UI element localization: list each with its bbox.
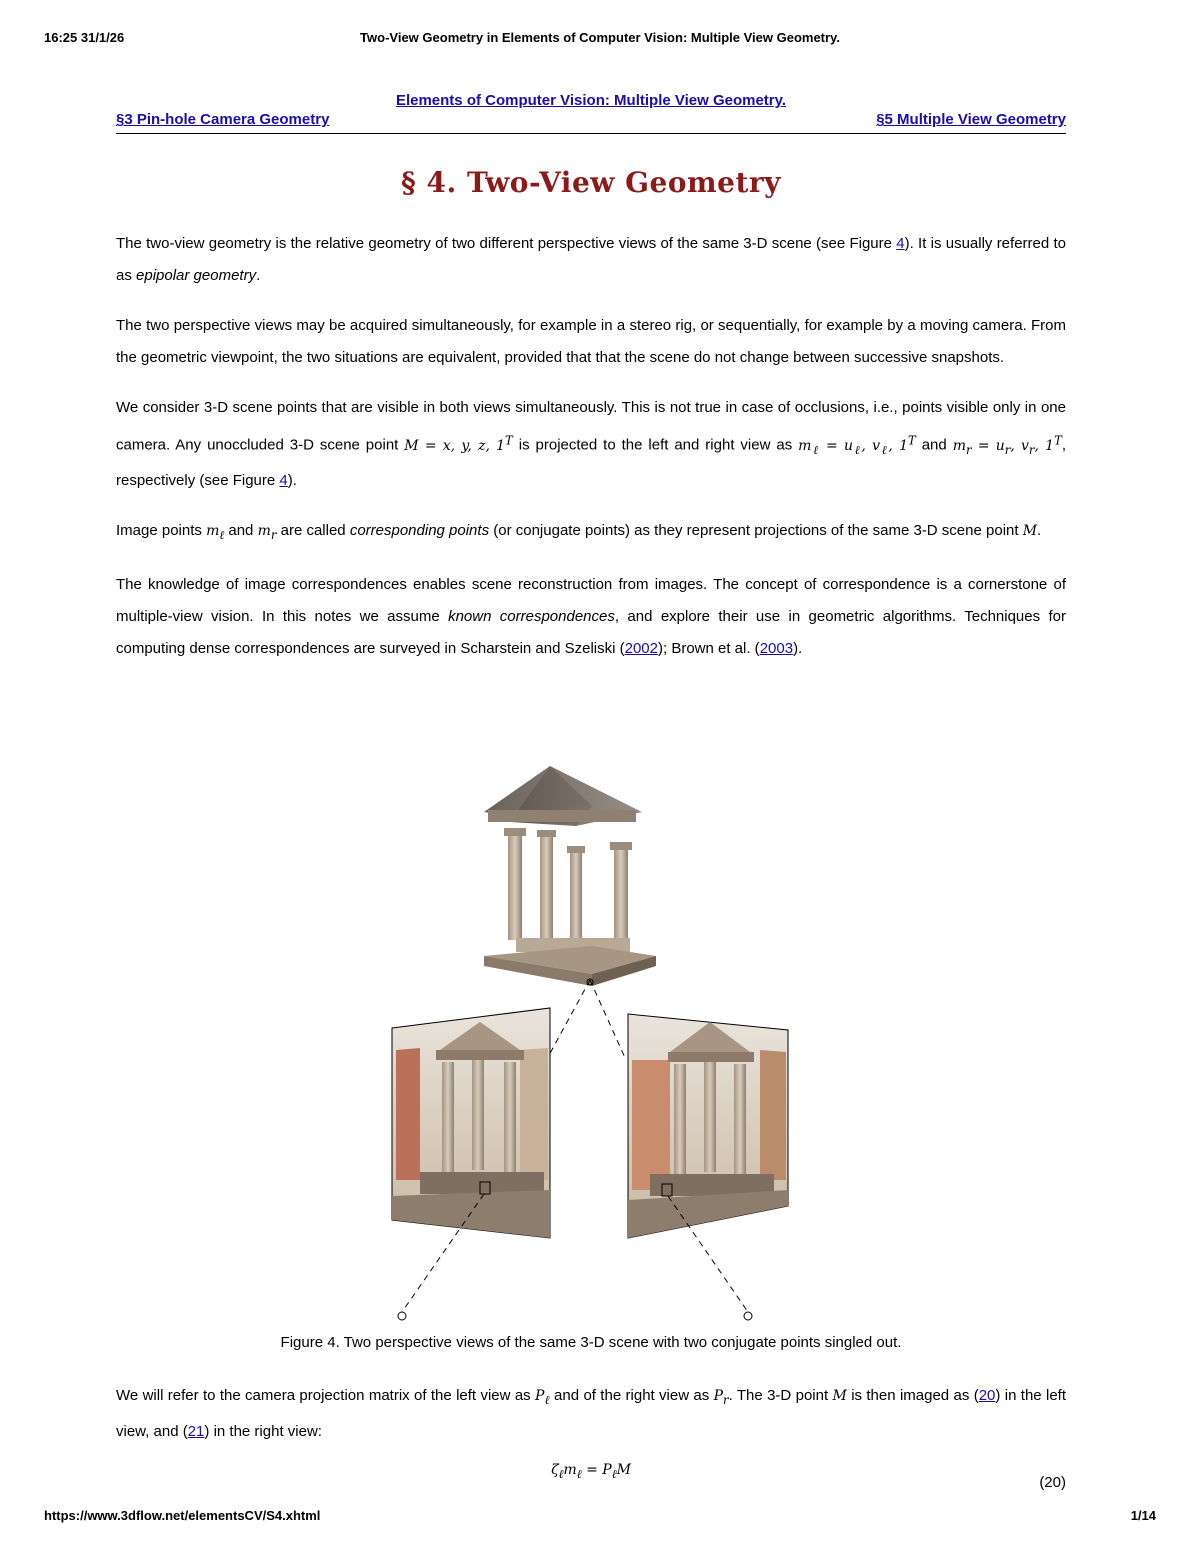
paragraph-5: The knowledge of image correspondences enables scene reconstruction from images. The concept of correspondence is a cornerstone of multiple-view vision. In this notes we assume known correspondences, and explore their use in geometric algorithms. Techniques for computing dense correspondences are surveyed in Scharstein and Szeliski (2002); Brown et al. (2003).: [116, 576, 1066, 658]
math-M: M: [832, 1388, 847, 1404]
figure-4: [380, 760, 800, 1330]
equation-number: (20): [1039, 1474, 1066, 1491]
math-M: M: [1022, 523, 1038, 540]
print-page-number: 1/14: [1130, 1508, 1156, 1523]
math-Pl: $P_\ell$: [535, 1388, 550, 1407]
figure-4-link[interactable]: 4: [279, 472, 288, 490]
contents-link[interactable]: Elements of Computer Vision: Multiple View Geometry.: [395, 92, 787, 109]
citation-2003-link[interactable]: 2003: [759, 640, 794, 658]
paragraph-1: The two-view geometry is the relative geometry of two different perspective views of the same 3-D scene (see Figure 4). It is usually referred to as epipolar geometry.: [116, 235, 1066, 284]
math-M: M = x, y, z, $1^T$: [404, 433, 513, 454]
print-footer: [44, 1508, 1156, 1530]
paragraph-3: We consider 3-D scene points that are visible in both views simultaneously. This is not true in case of occlusions, i.e., points visible only in one camera. Any unoccluded 3-D scene point M = x, y, z, $1^T$ is projected to the left and right view as $m_\ell = u_\ell$, $v_\ell$, $1^T$ and $m_r = u_r$, $v_r$, $1^T$, respectively (see Figure 4).: [116, 399, 1067, 490]
print-timestamp: 16:25 31/1/26: [44, 30, 125, 45]
figure-caption: Figure 4. Two perspective views of the same 3-D scene with two conjugate points singled out.: [280, 1334, 902, 1351]
math-Pr: $P_r$: [713, 1388, 729, 1407]
math-ml: $m_\ell$: [206, 523, 225, 543]
navigation-bar: [116, 92, 1066, 134]
right-camera-centre: [744, 1312, 752, 1320]
prev-section-link[interactable]: §3 Pin-hole Camera Geometry: [116, 111, 330, 128]
next-section-link[interactable]: §5 Multiple View Geometry: [876, 111, 1066, 128]
math-ml: $m_\ell = u_\ell$, $v_\ell$, $1^T$: [798, 433, 916, 457]
nav-row: [116, 111, 1066, 134]
main-content-continued: [116, 1380, 1066, 1448]
print-header: [44, 30, 1156, 52]
paragraph-2: The two perspective views may be acquired simultaneously, for example in a stereo rig, or sequentially, for example by a moving camera. From the geometric viewpoint, the two situations are equivalent, provided that that the scene do not change between successive snapshots.: [116, 317, 1066, 366]
figure-4-illustration: [380, 760, 800, 1330]
3d-model: [484, 766, 656, 986]
left-view-image: [392, 1008, 550, 1238]
right-view-image: [628, 1014, 788, 1238]
print-url: https://www.3dflow.net/elementsCV/S4.xhtml: [44, 1508, 321, 1523]
paragraph-4: Image points $m_\ell$ and $m_r$ are called corresponding points (or conjugate points) as they represent projections of the same 3-D scene point M.: [116, 522, 1042, 543]
equation-20: [116, 1458, 1066, 1491]
citation-2002-link[interactable]: 2002: [624, 640, 658, 658]
math-mr: $m_r = u_r$, $v_r$, $1^T$: [952, 433, 1062, 457]
math-mr: $m_r$: [257, 523, 277, 543]
main-content: [116, 228, 1066, 683]
equation-21-link[interactable]: 21: [187, 1422, 205, 1440]
section-heading: § 4. Two-View Geometry: [401, 166, 781, 199]
equation-body: $\zeta_\ell m_\ell = P_\ell M$: [551, 1462, 631, 1481]
left-camera-centre: [398, 1312, 406, 1320]
paragraph-6: We will refer to the camera projection matrix of the left view as $P_\ell$ and of the right view as $P_r$. The 3-D point M is then imaged as (20) in the left view, and (21) in the right view:: [116, 1387, 1066, 1440]
figure-4-link[interactable]: 4: [896, 235, 905, 252]
equation-20-link[interactable]: 20: [978, 1387, 996, 1404]
print-doc-title: Two-View Geometry in Elements of Computer Vision: Multiple View Geometry.: [360, 30, 840, 45]
